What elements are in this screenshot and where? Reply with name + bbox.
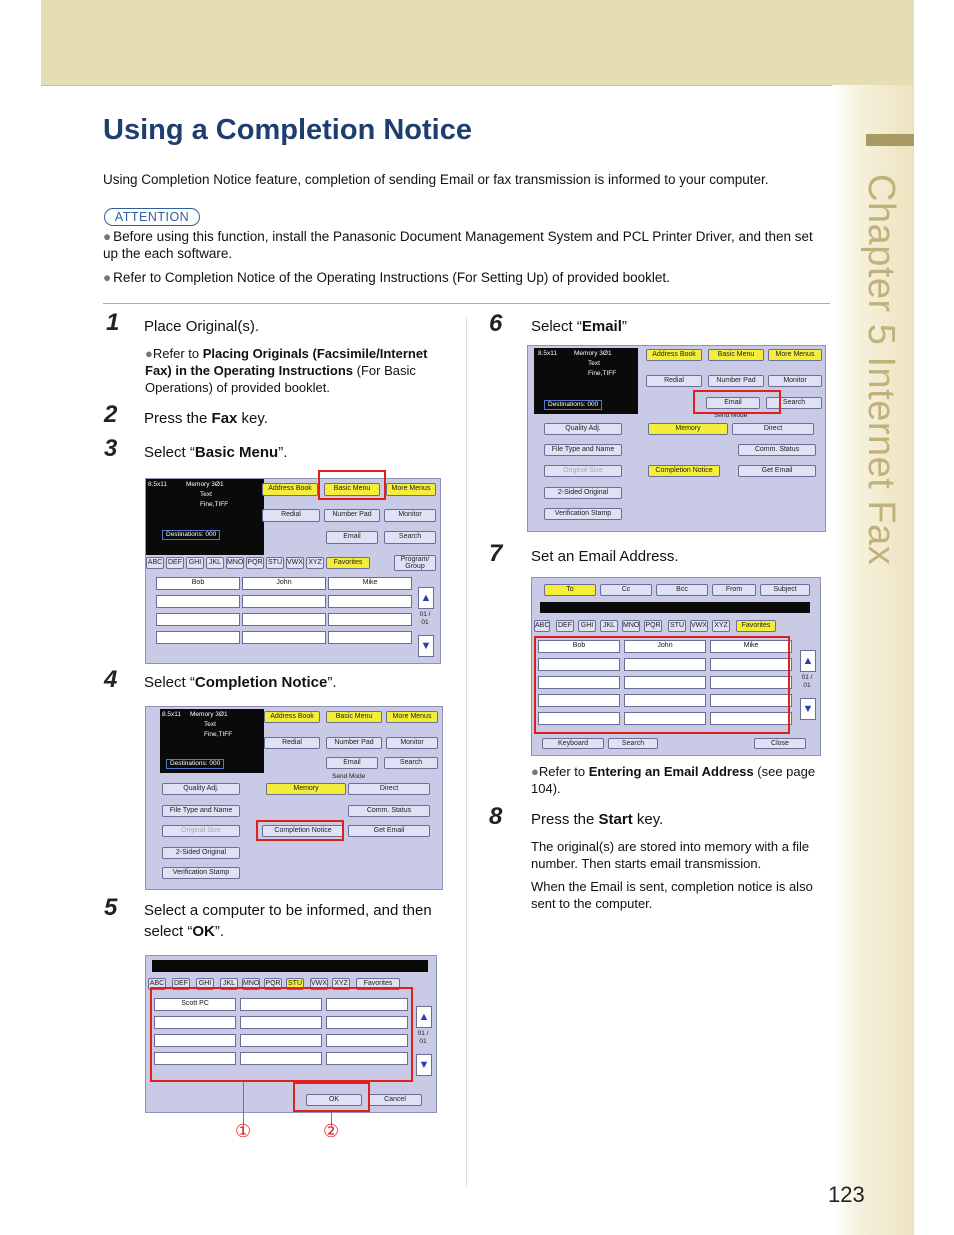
redial-button[interactable]: Redial	[646, 375, 702, 387]
step-number-5: 5	[104, 894, 118, 921]
highlight-address-list	[534, 636, 790, 734]
alpha-tab-vwx[interactable]: VWX	[310, 978, 328, 990]
step-number-1: 1	[106, 309, 120, 336]
number-pad-button[interactable]: Number Pad	[708, 375, 764, 387]
callout-line-1	[243, 1082, 244, 1126]
alpha-tab-ghi[interactable]: GHI	[186, 557, 204, 569]
quality-adj-button[interactable]: Quality Adj.	[544, 423, 622, 435]
two-sided-button[interactable]: 2-Sided Original	[544, 487, 622, 499]
page-indicator: 01 / 01	[801, 674, 813, 689]
page-title: Using a Completion Notice	[103, 114, 472, 146]
send-mode-label: Send Mode	[714, 412, 748, 419]
name-cell[interactable]	[328, 613, 412, 626]
file-type-button[interactable]: File Type and Name	[544, 444, 622, 456]
highlight-computer-list	[150, 987, 413, 1082]
step-5-text: Select a computer to be informed, and then select “OK”.	[144, 902, 432, 940]
alpha-tab-vwx[interactable]: VWX	[690, 620, 708, 632]
page-indicator: 01 / 01	[419, 611, 431, 626]
name-cell[interactable]	[156, 613, 240, 626]
name-cell[interactable]	[156, 631, 240, 644]
alpha-tab-pqr[interactable]: PQR	[246, 557, 264, 569]
email-address-field[interactable]	[540, 602, 810, 613]
status-panel: 8.5x11 Memory 3Ø1 Text Fine,TIFF Destinations: 000	[160, 709, 264, 773]
screen-basic-menu	[145, 706, 443, 890]
name-cell-mike[interactable]: Mike	[710, 640, 792, 653]
step-8-paragraph-1: The original(s) are stored into memory with a file number. Then starts email transmission.	[531, 839, 810, 871]
monitor-button[interactable]: Monitor	[386, 737, 438, 749]
callout-1: ①	[235, 1121, 252, 1141]
alpha-tab-ghi[interactable]: GHI	[578, 620, 596, 632]
subject-button[interactable]: Subject	[760, 584, 810, 596]
memory-button[interactable]: Memory	[266, 783, 346, 795]
tab-address-book[interactable]: Address Book	[264, 711, 320, 723]
original-size-button[interactable]: Original Size	[544, 465, 622, 477]
callout-2: ②	[323, 1121, 340, 1141]
completion-notice-button[interactable]: Completion Notice	[262, 825, 344, 837]
close-button[interactable]: Close	[754, 738, 806, 749]
tab-address-book[interactable]: Address Book	[646, 349, 702, 361]
highlight-email	[693, 390, 781, 414]
scroll-down-icon[interactable]: ▼	[416, 1054, 432, 1076]
name-cell-bob[interactable]: Bob	[156, 577, 240, 590]
highlight-basic-menu	[318, 470, 386, 500]
alpha-tab-abc[interactable]: ABC	[148, 978, 166, 990]
tab-more-menus[interactable]: More Menus	[386, 483, 436, 496]
chapter-label: Chapter 5 Internet Fax	[860, 174, 902, 566]
alpha-tab-favorites[interactable]: Favorites	[326, 557, 370, 569]
alpha-tab-xyz[interactable]: XYZ	[712, 620, 730, 632]
alpha-tab-def[interactable]: DEF	[556, 620, 574, 632]
name-cell-mike[interactable]: Mike	[328, 577, 412, 590]
page-number: 123	[828, 1182, 865, 1207]
step-number-8: 8	[489, 803, 503, 830]
program-group-button[interactable]: Program/ Group	[394, 555, 436, 571]
alpha-tab-stu[interactable]: STU	[286, 978, 304, 990]
verification-stamp-button[interactable]: Verification Stamp	[162, 867, 240, 879]
search-button[interactable]: Search	[766, 397, 822, 409]
alpha-tab-favorites[interactable]: Favorites	[356, 978, 400, 990]
keyboard-button[interactable]: Keyboard	[542, 738, 604, 749]
comm-status-button[interactable]: Comm. Status	[348, 805, 430, 817]
tab-more-menus[interactable]: More Menus	[768, 349, 822, 361]
alpha-tab-xyz[interactable]: XYZ	[332, 978, 350, 990]
memory-button[interactable]: Memory	[648, 423, 728, 435]
step-7-text: Set an Email Address.	[531, 548, 679, 565]
tab-basic-menu[interactable]: Basic Menu	[708, 349, 764, 361]
step-2-text: Press the Fax key.	[144, 410, 268, 427]
address-field[interactable]	[152, 960, 428, 972]
alpha-tab-jkl[interactable]: JKL	[206, 557, 224, 569]
name-cell[interactable]	[156, 595, 240, 608]
alpha-tab-def[interactable]: DEF	[166, 557, 184, 569]
monitor-button[interactable]: Monitor	[768, 375, 822, 387]
alpha-tab-mno[interactable]: MNO	[622, 620, 640, 632]
name-cell-john[interactable]: John	[624, 640, 706, 653]
cc-button[interactable]: Cc	[600, 584, 652, 596]
alpha-tab-mno[interactable]: MNO	[226, 557, 244, 569]
scroll-up-icon[interactable]: ▲	[800, 650, 816, 672]
attention-badge: ATTENTION	[104, 208, 200, 226]
name-cell[interactable]	[328, 595, 412, 608]
get-email-button[interactable]: Get Email	[348, 825, 430, 837]
name-cell-bob[interactable]: Bob	[538, 640, 620, 653]
divider	[103, 303, 830, 304]
email-button[interactable]: Email	[326, 531, 378, 544]
status-panel: 8.5x11 Memory 3Ø1 Text Fine,TIFF Destinations: 000	[534, 348, 638, 414]
monitor-button[interactable]: Monitor	[384, 509, 436, 522]
alpha-tab-pqr[interactable]: PQR	[264, 978, 282, 990]
tab-basic-menu[interactable]: Basic Menu	[326, 711, 382, 723]
step-4-text: Select “Completion Notice”.	[144, 674, 337, 691]
search-button[interactable]: Search	[384, 531, 436, 544]
alpha-tab-abc[interactable]: ABC	[534, 620, 550, 632]
comm-status-button[interactable]: Comm. Status	[738, 444, 816, 456]
name-cell[interactable]	[242, 631, 326, 644]
highlight-completion-notice	[256, 820, 344, 841]
file-type-button[interactable]: File Type and Name	[162, 805, 240, 817]
bcc-button[interactable]: Bcc	[656, 584, 708, 596]
step-1-note: ●Refer to Placing Originals (Facsimile/Internet Fax) in the Operating Instructions (For Basic Operations) of provided booklet.	[145, 346, 428, 395]
direct-button[interactable]: Direct	[732, 423, 814, 435]
step-7-note: ●Refer to Entering an Email Address (see page 104).	[531, 764, 816, 796]
step-8-text: Press the Start key.	[531, 811, 664, 828]
step-1-text: Place Original(s).	[144, 318, 260, 335]
verification-stamp-button[interactable]: Verification Stamp	[544, 508, 622, 520]
alpha-tab-jkl[interactable]: JKL	[220, 978, 238, 990]
name-cell[interactable]	[328, 631, 412, 644]
status-panel: 8.5x11 Memory 3Ø1 Text Fine,TIFF Destinations: 000	[146, 479, 264, 555]
highlight-ok	[293, 1082, 370, 1112]
name-cell-john[interactable]: John	[242, 577, 326, 590]
step-6-text: Select “Email”	[531, 318, 627, 335]
name-cell[interactable]	[242, 595, 326, 608]
alpha-tab-jkl[interactable]: JKL	[600, 620, 618, 632]
scroll-up-icon[interactable]: ▲	[418, 587, 434, 609]
scroll-down-icon[interactable]: ▼	[800, 698, 816, 720]
step-number-2: 2	[104, 401, 118, 428]
step-number-7: 7	[489, 540, 503, 567]
alpha-tab-mno[interactable]: MNO	[242, 978, 260, 990]
step-number-4: 4	[104, 666, 118, 693]
scroll-up-icon[interactable]: ▲	[416, 1006, 432, 1028]
intro-text: Using Completion Notice feature, completion of sending Email or fax transmission is informed to your computer.	[103, 172, 769, 187]
page-indicator: 01 / 01	[417, 1030, 429, 1045]
column-divider	[466, 318, 467, 1186]
name-cell-scott-pc[interactable]: Scott PC	[154, 998, 236, 1011]
tab-more-menus[interactable]: More Menus	[386, 711, 438, 723]
original-size-button[interactable]: Original Size	[162, 825, 240, 837]
alpha-tab-stu[interactable]: STU	[668, 620, 686, 632]
header-band	[41, 0, 914, 86]
to-button[interactable]: To	[544, 584, 596, 596]
cancel-button[interactable]: Cancel	[368, 1094, 422, 1106]
redial-button[interactable]: Redial	[264, 737, 320, 749]
email-button[interactable]: Email	[326, 757, 378, 769]
name-cell[interactable]	[242, 613, 326, 626]
tab-address-book[interactable]: Address Book	[262, 483, 318, 496]
screen-basic-menu-tab	[145, 478, 441, 664]
alpha-tab-pqr[interactable]: PQR	[644, 620, 662, 632]
number-pad-button[interactable]: Number Pad	[326, 737, 382, 749]
direct-button[interactable]: Direct	[348, 783, 430, 795]
number-pad-button[interactable]: Number Pad	[324, 509, 380, 522]
alpha-tab-favorites[interactable]: Favorites	[736, 620, 776, 632]
tab-basic-menu[interactable]: Basic Menu	[324, 483, 380, 496]
redial-button[interactable]: Redial	[262, 509, 320, 522]
search-button[interactable]: Search	[384, 757, 438, 769]
search-button[interactable]: Search	[608, 738, 658, 749]
email-button[interactable]: Email	[706, 397, 760, 409]
ok-button[interactable]: OK	[306, 1094, 362, 1106]
alpha-tab-def[interactable]: DEF	[172, 978, 190, 990]
step-8-paragraph-2: When the Email is sent, completion notice is also sent to the computer.	[531, 879, 813, 911]
completion-notice-button[interactable]: Completion Notice	[648, 465, 720, 477]
step-number-6: 6	[489, 310, 503, 337]
step-3-text: Select “Basic Menu”.	[144, 444, 288, 461]
alpha-tab-ghi[interactable]: GHI	[196, 978, 214, 990]
send-mode-label: Send Mode	[332, 773, 366, 780]
alpha-tab-vwx[interactable]: VWX	[286, 557, 304, 569]
from-button[interactable]: From	[712, 584, 756, 596]
alpha-tab-abc[interactable]: ABC	[146, 557, 164, 569]
attention-item-1: ● Before using this function, install the Panasonic Document Management System and PCL Printer Driver, and then set up the each software.	[103, 229, 813, 261]
alpha-tab-xyz[interactable]: XYZ	[306, 557, 324, 569]
screen-email-select	[527, 345, 826, 532]
step-number-3: 3	[104, 435, 118, 462]
scroll-down-icon[interactable]: ▼	[418, 635, 434, 657]
get-email-button[interactable]: Get Email	[738, 465, 816, 477]
two-sided-button[interactable]: 2-Sided Original	[162, 847, 240, 859]
attention-item-2: ● Refer to Completion Notice of the Operating Instructions (For Setting Up) of provided booklet.	[103, 270, 670, 285]
chapter-marker	[866, 134, 914, 146]
quality-adj-button[interactable]: Quality Adj.	[162, 783, 240, 795]
alpha-tab-stu[interactable]: STU	[266, 557, 284, 569]
